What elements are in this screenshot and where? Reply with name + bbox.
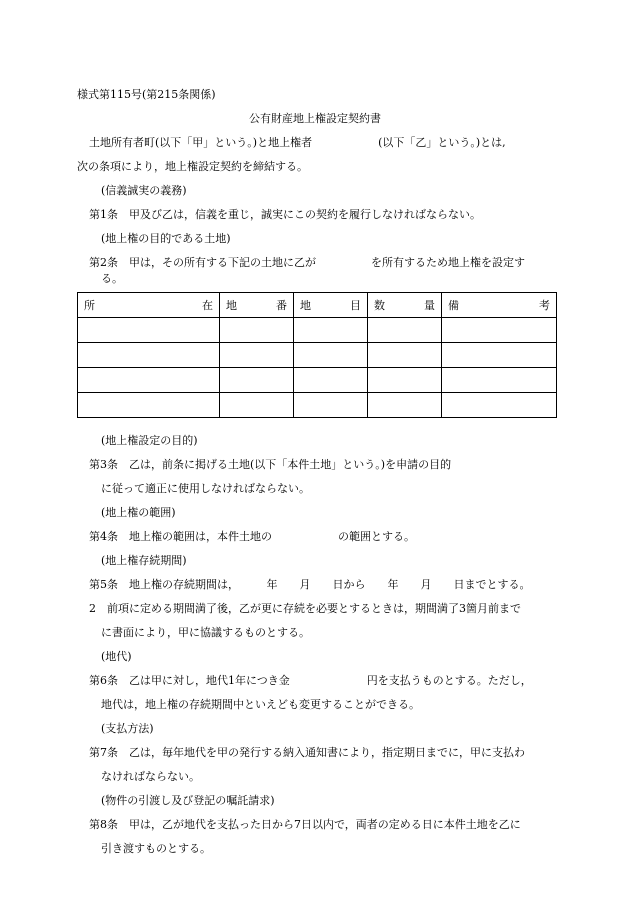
land-table (77, 292, 557, 418)
table-row (78, 318, 557, 343)
article-6-heading: (地代) (101, 650, 132, 663)
table-row (78, 393, 557, 418)
intro-line-2: 次の条項により，地上権設定契約を締結する。 (77, 160, 308, 173)
article-8-line-2: 引き渡すものとする。 (101, 842, 211, 855)
article-8-line-1: 第8条 甲は，乙が地代を支払った日から7日以内で，両者の定める日に本件土地を乙に (89, 818, 521, 831)
article-3-line-2: に従って適正に使用しなければならない。 (101, 482, 310, 495)
article-6-line-1: 第6条 乙は甲に対し，地代1年につき金 円を支払うものとする。ただし， (89, 674, 532, 687)
table-header-row (78, 293, 557, 318)
article-3-line-1: 第3条 乙は，前条に掲げる土地(以下「本件土地」という。)を申請の目的 (89, 458, 452, 471)
article-5-line-2: 2 前項に定める期間満了後，乙が更に存続を必要とするときは，期間満了3箇月前まで (89, 602, 521, 615)
article-7-line-1: 第7条 乙は，毎年地代を甲の発行する納入通知書により，指定期日までに，甲に支払わ (89, 746, 525, 759)
article-5-line-3: に書面により，甲に協議するものとする。 (101, 626, 310, 639)
article-8-heading: (物件の引渡し及び登記の嘱託請求) (101, 794, 275, 807)
table-row (78, 343, 557, 368)
article-3-heading: (地上権設定の目的) (101, 434, 198, 447)
article-2-heading: (地上権の目的である土地) (101, 232, 231, 245)
article-4-heading: (地上権の範囲) (101, 506, 176, 519)
article-1-heading: (信義誠実の義務) (101, 184, 187, 197)
table-row (78, 368, 557, 393)
article-7-heading: (支払方法) (101, 722, 154, 735)
article-1-line-1: 第1条 甲及び乙は，信義を重じ，誠実にこの契約を履行しなければならない。 (89, 208, 481, 221)
article-4-line-1: 第4条 地上権の範囲は，本件土地の の範囲とする。 (89, 530, 415, 543)
article-6-line-2: 地代は，地上権の存続期間中といえども変更することができる。 (101, 698, 420, 711)
article-5-line-1: 第5条 地上権の存続期間は， 年 月 日から 年 月 日までとする。 (89, 578, 531, 591)
article-7-line-2: なければならない。 (101, 770, 200, 783)
intro-line-1: 土地所有者町(以下「甲」という。)と地上権者 (以下「乙」という。)とは, (89, 136, 506, 149)
header-remarks: 備 考 (442, 293, 557, 318)
header-lot-number: 地 番 (220, 293, 294, 318)
article-2-line-1: 第2条 甲は，その所有する下記の土地に乙が を所有するため地上権を設定す (89, 256, 525, 269)
document-title: 公有財産地上権設定契約書 (249, 112, 381, 125)
header-location: 所 在 (78, 293, 220, 318)
article-2-line-2: る。 (101, 272, 123, 285)
header-land-category: 地 目 (294, 293, 368, 318)
article-5-heading: (地上権存続期間) (101, 554, 187, 567)
form-number: 様式第115号(第215条関係) (77, 88, 216, 101)
header-quantity: 数 量 (368, 293, 442, 318)
